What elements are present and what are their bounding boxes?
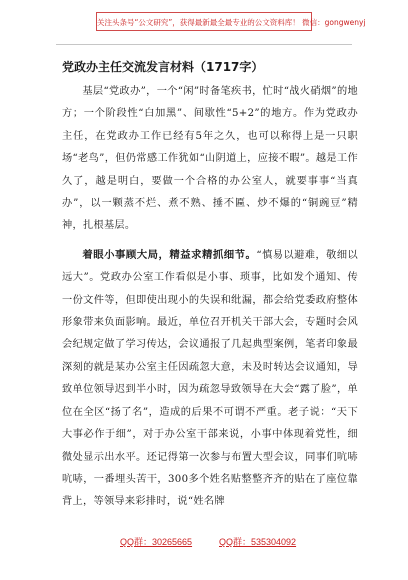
paragraph-text: 基层“党政办”，一个“闲”时备笔疾书，忙时“战火硝烟”的地方；一个阶段性“白加黑”、间歇性“5+2”的地方。作为党政办主任，在党政办工作已经有5年之久，也可以称得上是一只职场“老鸟”，但仍常感工作犹如“山阴道上，应接不暇”。越是工作久了，越是明白，要做一个合格的办公室人，就要事事“当真办”，以一颗蒸不烂、煮不熟、捶不匾、炒不爆的“铜豌豆”精神，扎根基层。 bbox=[62, 86, 358, 232]
qq-group-2-label: QQ群： bbox=[219, 537, 252, 547]
paragraph-section-1 bbox=[62, 244, 358, 514]
qq-group-2-number: 535304092 bbox=[251, 537, 297, 547]
section-heading: 着眼小事顾大局，精益求精抓细节。 bbox=[82, 248, 257, 261]
promo-banner: 关注头条号“公文研究”，获得最新最全最专业的公文资料库！ 微信：gongwenyj bbox=[96, 12, 312, 31]
qq-group-1-label: QQ群： bbox=[120, 537, 153, 547]
header-divider bbox=[56, 44, 352, 45]
footer-contacts bbox=[0, 534, 408, 550]
qq-group-1-number: 30265665 bbox=[152, 537, 193, 547]
paragraph-text: “慎易以避难，敬细以远大”。党政办公室工作看似是小事、琐事，比如发个通知、传一份文件等，但即使出现小的失误和纰漏，都会给党委政府整体形象带来负面影响。最近，单位召开机关干部大会，专题时会风会纪规定做了学习传达，会议通报了几起典型案例，笔者印象最深刻的就是某办公室主任因疏忽大意，未及时转达会议通知，导致单位领导迟到半小时，因为疏忽导致领导在大会“露了脸”，单位在全区“扬了名”，造成的后果不可谓不严重。老子说：“天下大事必作于细”，对于办公室干部来说，小事中体现着党性，细微处显示出水平。还记得第一次参与布置大型会议，同事们吭哧吭哧，一番埋头苦干，300多个姓名贴整整齐齐的贴在了座位靠背上，等领导来彩排时，说“姓名牌 bbox=[62, 249, 358, 508]
qq-group-1 bbox=[120, 534, 192, 550]
document-title: 党政办主任交流发言材料（1717字） bbox=[62, 60, 264, 74]
qq-group-2 bbox=[219, 534, 296, 550]
document-body bbox=[62, 58, 358, 514]
paragraph-intro bbox=[62, 81, 358, 238]
